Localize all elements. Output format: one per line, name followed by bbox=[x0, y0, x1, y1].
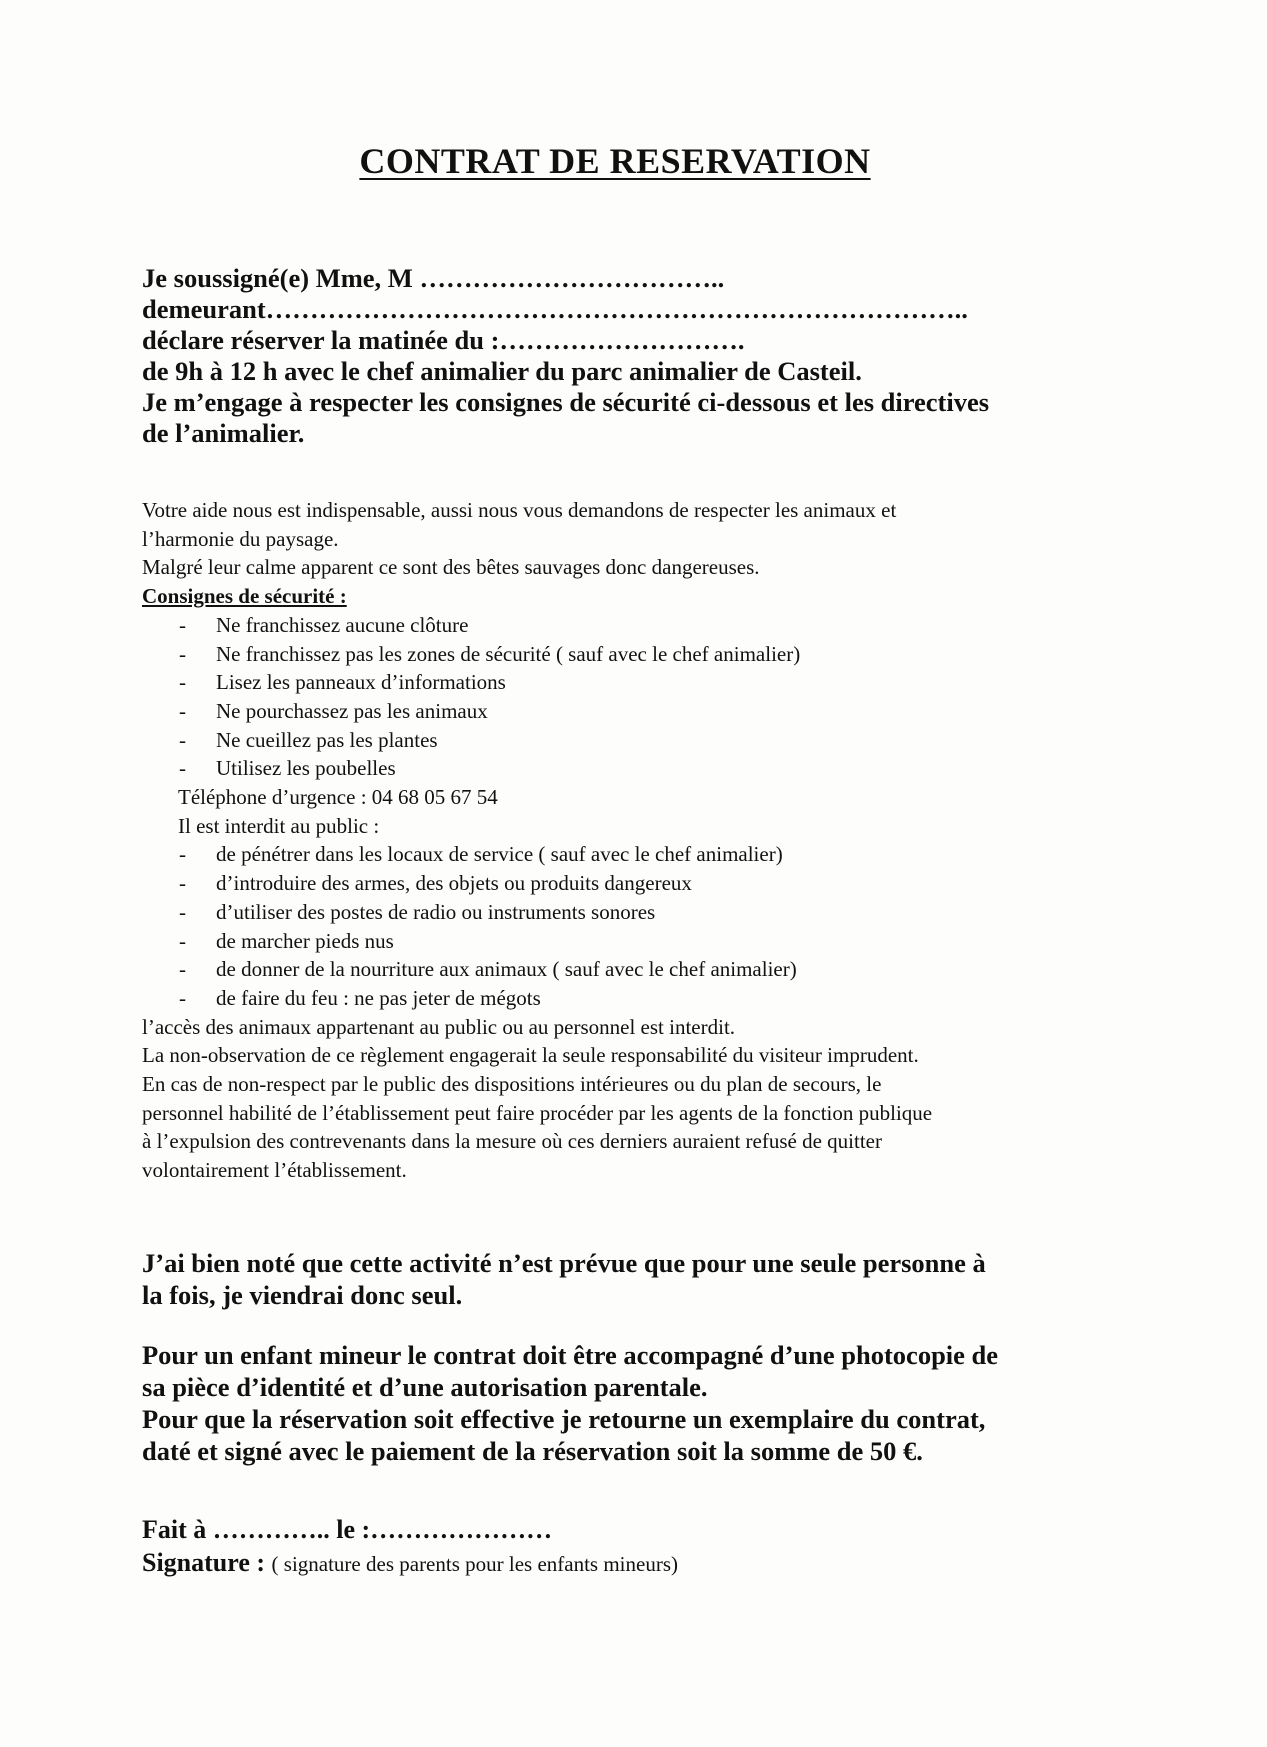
list-item: - d’introduire des armes, des objets ou produits dangereux bbox=[142, 869, 932, 898]
signature-line bbox=[142, 1546, 678, 1581]
payment-condition-line: daté et signé avec le paiement de la réservation soit la somme de 50 €. bbox=[142, 1436, 923, 1466]
intro-paragraph-line: Votre aide nous est indispensable, aussi nous vous demandons de respecter les animaux et bbox=[142, 498, 897, 522]
list-item: - de faire du feu : ne pas jeter de mégots bbox=[142, 984, 932, 1013]
signature-label: Signature : bbox=[142, 1548, 266, 1577]
declaration-block bbox=[142, 263, 989, 449]
forbidden-list bbox=[142, 840, 932, 1012]
conditions-block bbox=[142, 1247, 1122, 1467]
rules-block bbox=[142, 496, 932, 1185]
minor-condition-line: sa pièce d’identité et d’une autorisation parentale. bbox=[142, 1372, 708, 1402]
address-line: demeurant…………………………………………………………………….. bbox=[142, 294, 968, 324]
commitment-line: Je m’engage à respecter les consignes de sécurité ci-dessous et les directives bbox=[142, 387, 990, 417]
solo-activity-line: la fois, je viendrai donc seul. bbox=[142, 1280, 463, 1310]
safety-rules-heading: Consignes de sécurité : bbox=[142, 584, 347, 609]
minor-condition-line: Pour un enfant mineur le contrat doit être accompagné d’une photocopie de bbox=[142, 1340, 999, 1370]
responsibility-rule: La non-observation de ce règlement engagerait la seule responsabilité du visiteur imprudent. bbox=[142, 1043, 919, 1068]
payment-condition-line: Pour que la réservation soit effective je retourne un exemplaire du contrat, bbox=[142, 1404, 986, 1434]
solo-activity-line: J’ai bien noté que cette activité n’est prévue que pour une seule personne à bbox=[142, 1248, 986, 1278]
signature-note: ( signature des parents pour les enfants mineurs) bbox=[271, 1552, 678, 1576]
document-title: CONTRAT DE RESERVATION bbox=[359, 141, 871, 181]
list-item: - d’utiliser des postes de radio ou instruments sonores bbox=[142, 898, 932, 927]
list-item: - de marcher pieds nus bbox=[142, 927, 932, 956]
safety-rules-list bbox=[142, 611, 932, 783]
expulsion-paragraph-line: En cas de non-respect par le public des dispositions intérieures ou du plan de secours, le bbox=[142, 1072, 882, 1097]
schedule-line: de 9h à 12 h avec le chef animalier du parc animalier de Casteil. bbox=[142, 356, 862, 386]
spacer bbox=[142, 1311, 1122, 1339]
animals-rule: l’accès des animaux appartenant au public ou au personnel est interdit. bbox=[142, 1014, 736, 1039]
date-line: déclare réserver la matinée du :………………………. bbox=[142, 325, 745, 355]
emergency-phone: Téléphone d’urgence : 04 68 05 67 54 bbox=[178, 785, 498, 810]
expulsion-paragraph-line: volontairement l’établissement. bbox=[142, 1158, 407, 1183]
list-item: - de donner de la nourriture aux animaux ( sauf avec le chef animalier) bbox=[142, 955, 932, 984]
list-item: - Ne pourchassez pas les animaux bbox=[142, 697, 932, 726]
commitment-line-end: de l’animalier. bbox=[142, 418, 305, 448]
warning-paragraph: Malgré leur calme apparent ce sont des bêtes sauvages donc dangereuses. bbox=[142, 555, 760, 580]
list-item: - Lisez les panneaux d’informations bbox=[142, 668, 932, 697]
forbidden-heading: Il est interdit au public : bbox=[178, 813, 380, 838]
undersigned-line: Je soussigné(e) Mme, M …………………………….. bbox=[142, 263, 725, 293]
place-date-field: Fait à ………….. le :………………… bbox=[142, 1515, 553, 1544]
list-item: - Ne franchissez pas les zones de sécurité ( sauf avec le chef animalier) bbox=[142, 640, 932, 669]
signature-block bbox=[142, 1513, 678, 1581]
expulsion-paragraph-line: à l’expulsion des contrevenants dans la mesure où ces derniers auraient refusé de quitter bbox=[142, 1129, 882, 1154]
intro-paragraph-line: l’harmonie du paysage. bbox=[142, 526, 339, 551]
list-item: - Utilisez les poubelles bbox=[142, 754, 932, 783]
expulsion-paragraph-line: personnel habilité de l’établissement peut faire procéder par les agents de la fonction publique bbox=[142, 1100, 933, 1125]
list-item: - de pénétrer dans les locaux de service ( sauf avec le chef animalier) bbox=[142, 840, 932, 869]
list-item: - Ne cueillez pas les plantes bbox=[142, 726, 932, 755]
list-item: - Ne franchissez aucune clôture bbox=[142, 611, 932, 640]
